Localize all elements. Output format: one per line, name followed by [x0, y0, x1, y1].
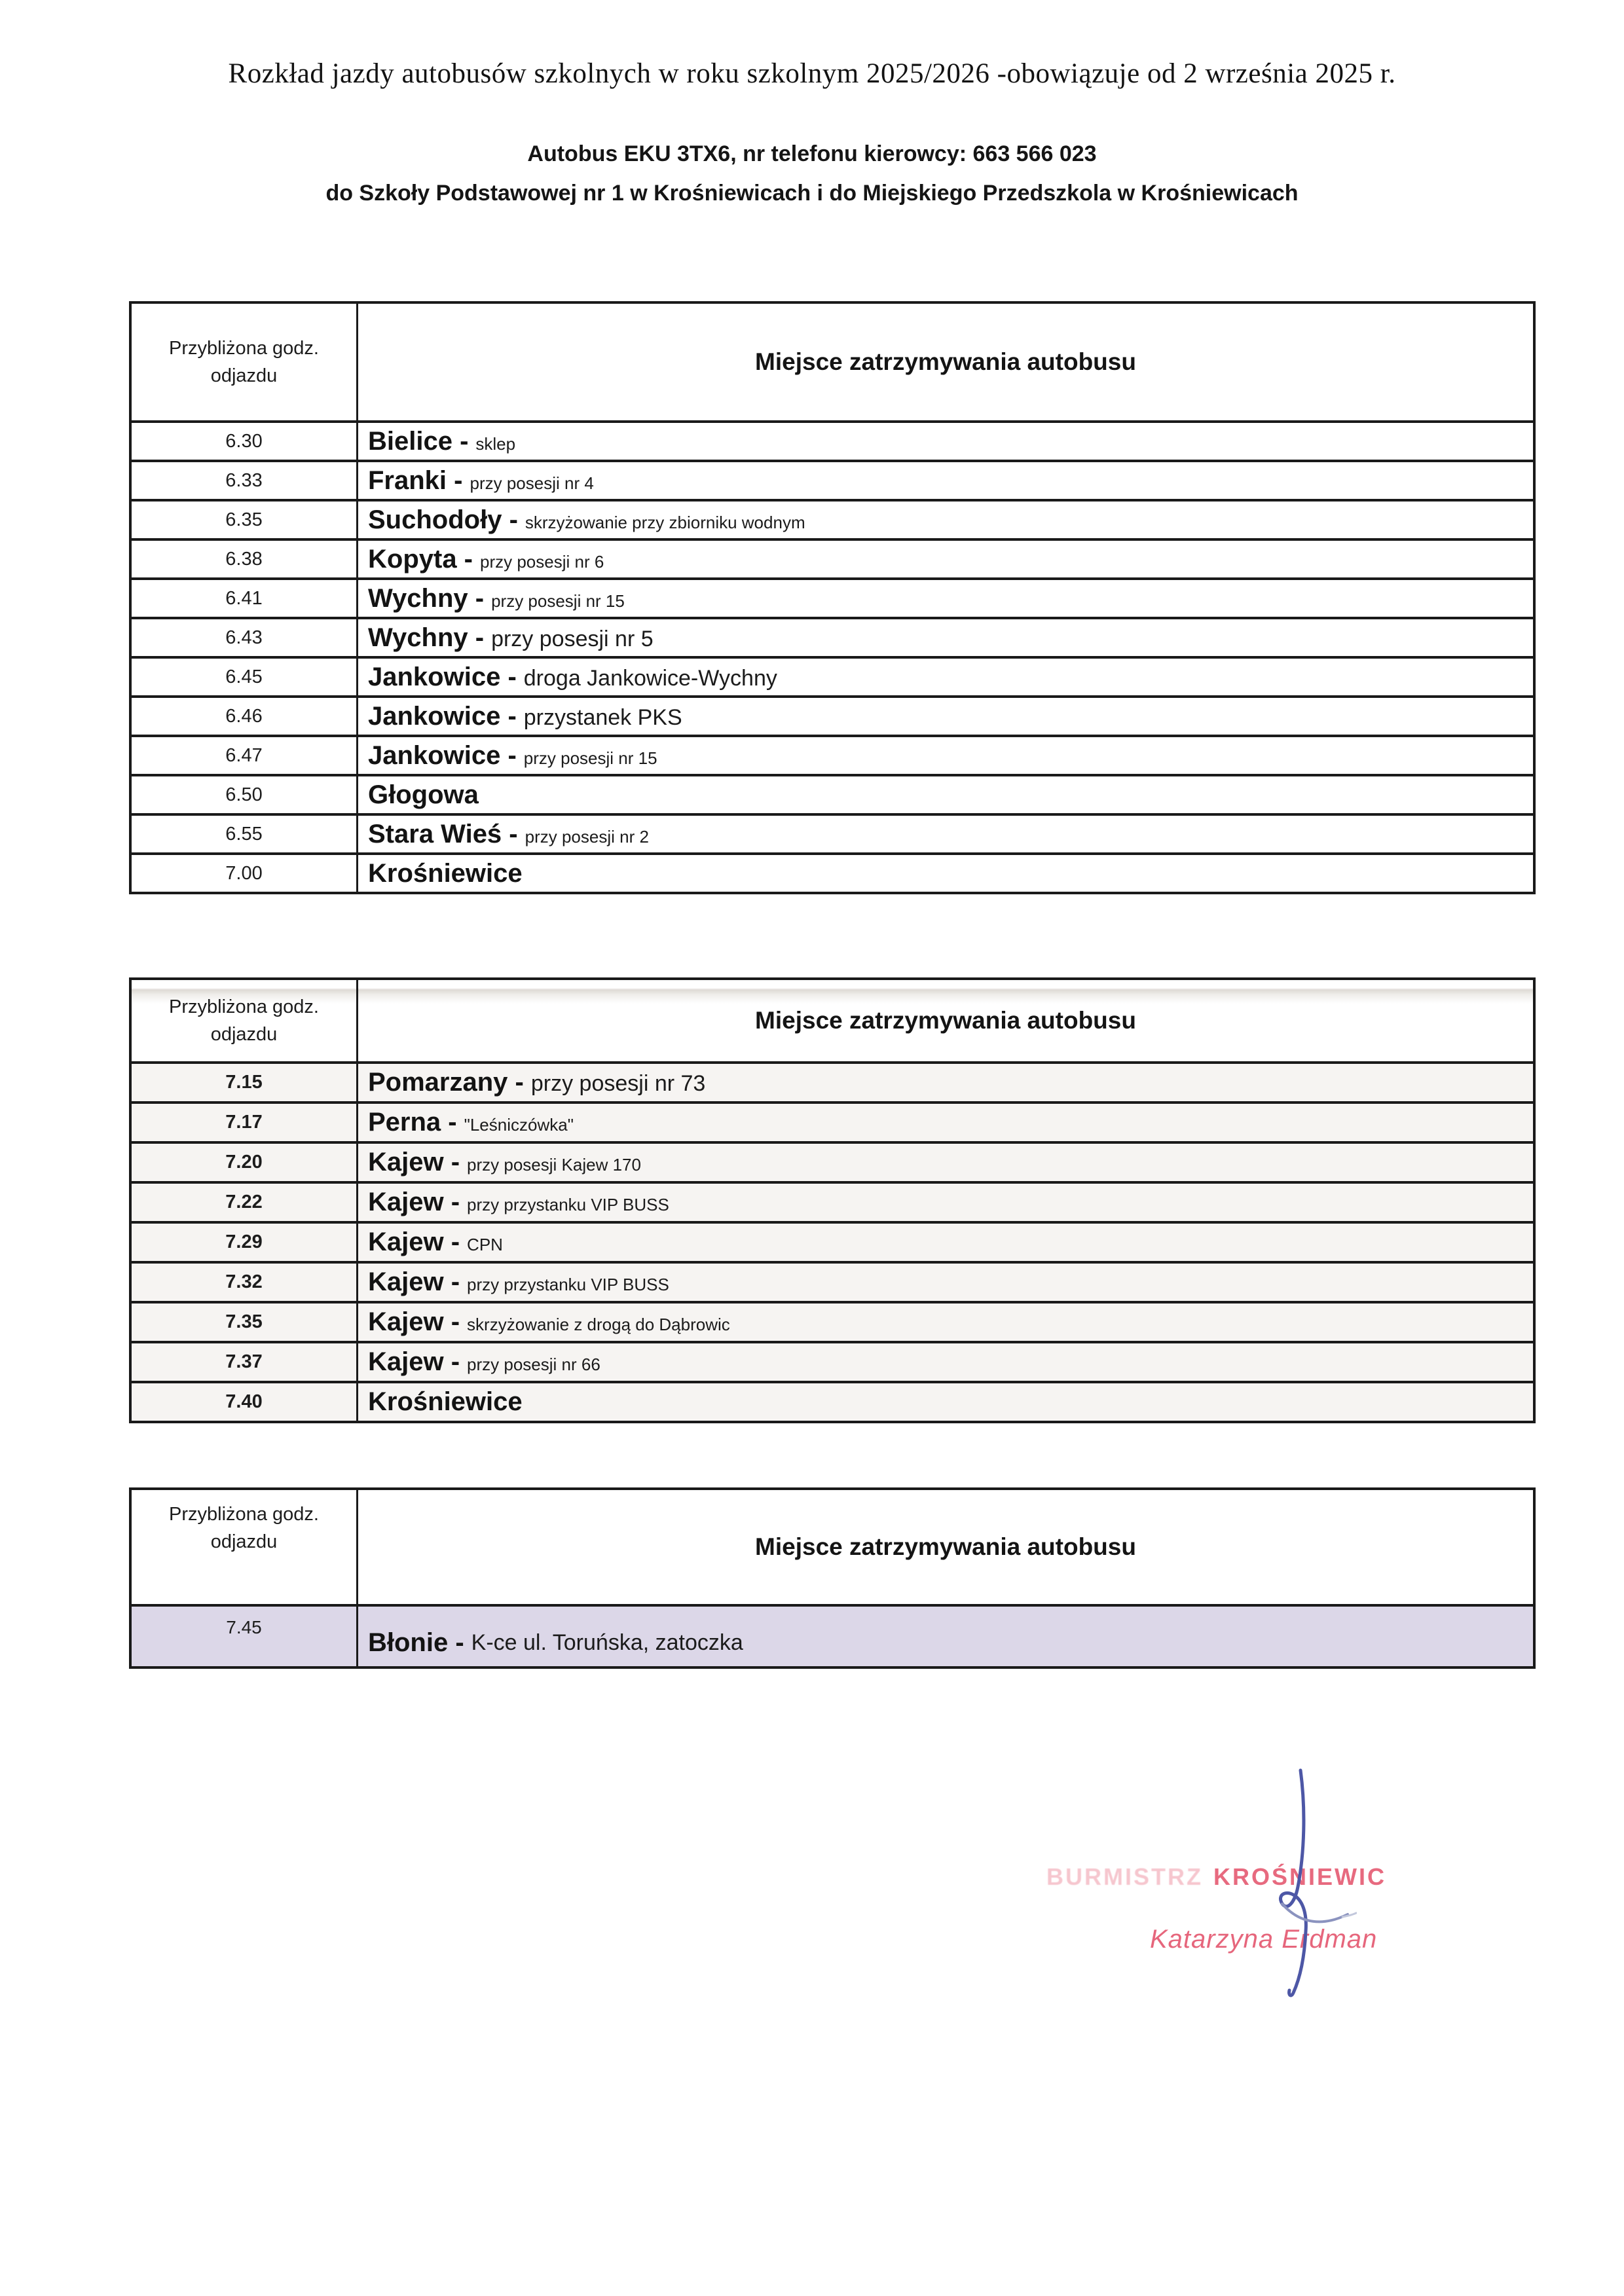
stop-place-cell — [358, 1144, 1533, 1181]
table-row — [132, 656, 1533, 695]
departure-time-cell — [132, 816, 358, 852]
stop-place-cell — [358, 1343, 1533, 1381]
stop-place-cell — [358, 1064, 1533, 1101]
stop-name: Kopyta - — [368, 545, 473, 574]
header-departure-time-col: Przybliżona godz. odjazdu — [132, 1490, 358, 1604]
stop-name: Krośniewice — [368, 859, 523, 888]
stop-name: Pomarzany - — [368, 1068, 524, 1097]
departure-time-cell — [132, 1144, 358, 1181]
stop-place-cell — [358, 462, 1533, 499]
departure-time: 6.46 — [225, 705, 263, 727]
stop-detail: przy posesji nr 73 — [530, 1071, 706, 1096]
stop-place-cell — [358, 423, 1533, 460]
table-header-row — [132, 304, 1533, 420]
stop-detail: przystanek PKS — [523, 705, 682, 730]
timetable-2 — [129, 977, 1536, 1423]
stop-detail: skrzyżowanie z drogą do Dąbrowic — [467, 1315, 730, 1334]
departure-time-cell — [132, 737, 358, 774]
departure-time-cell — [132, 580, 358, 617]
table-row — [132, 577, 1533, 617]
stop-name: Suchodoły - — [368, 505, 518, 534]
stop-name: Błonie - — [368, 1628, 464, 1657]
stop-name: Stara Wieś - — [368, 820, 518, 848]
departure-time: 7.37 — [225, 1351, 263, 1372]
table-row — [132, 695, 1533, 735]
departure-time-cell — [132, 1303, 358, 1341]
table-row — [132, 774, 1533, 813]
departure-time: 7.15 — [225, 1072, 263, 1093]
departure-time-cell — [132, 1607, 358, 1666]
departure-time-cell — [132, 541, 358, 577]
stop-place-cell — [358, 816, 1533, 852]
stop-place-cell — [358, 1104, 1533, 1141]
stop-detail: K-ce ul. Toruńska, zatoczka — [471, 1630, 743, 1655]
departure-time: 7.17 — [225, 1112, 263, 1133]
departure-time-cell — [132, 423, 358, 460]
table-row — [132, 735, 1533, 774]
stop-place-cell — [358, 619, 1533, 656]
departure-time-cell — [132, 1224, 358, 1261]
table-row — [132, 1141, 1533, 1181]
stop-detail: przy przystanku VIP BUSS — [467, 1195, 669, 1214]
stop-name: Kajew - — [368, 1228, 460, 1256]
stop-place-cell — [358, 1383, 1533, 1421]
stop-place-cell — [358, 501, 1533, 538]
table-row — [132, 1221, 1533, 1261]
stop-name: Kajew - — [368, 1188, 460, 1216]
stop-place-cell — [358, 541, 1533, 577]
header-departure-time-col: Przybliżona godz. odjazdu — [132, 304, 358, 420]
stop-place-cell — [358, 776, 1533, 813]
departure-time: 7.32 — [225, 1271, 263, 1292]
departure-time: 7.40 — [225, 1391, 263, 1412]
departure-time: 6.45 — [225, 666, 263, 687]
timetable-1 — [129, 301, 1536, 894]
departure-time-cell — [132, 462, 358, 499]
stop-place-cell — [358, 1224, 1533, 1261]
stop-place-cell — [358, 737, 1533, 774]
stop-place-cell — [358, 855, 1533, 892]
table-row — [132, 460, 1533, 499]
departure-time: 6.38 — [225, 548, 263, 570]
stop-detail: "Leśniczówka" — [464, 1115, 574, 1135]
table-row — [132, 1301, 1533, 1341]
departure-time: 6.41 — [225, 587, 263, 609]
stop-detail: przy posesji nr 5 — [491, 627, 654, 651]
departure-time: 7.22 — [225, 1192, 263, 1212]
header-stop-place-col: Miejsce zatrzymywania autobusu — [755, 1007, 1136, 1034]
departure-time: 7.35 — [225, 1311, 263, 1332]
stop-place-cell — [358, 1303, 1533, 1341]
mayor-stamp-name: Katarzyna Erdman — [1150, 1925, 1378, 1954]
subtitle-destination: do Szkoły Podstawowej nr 1 w Krośniewicach i do Miejskiego Przedszkola w Krośniewicach — [325, 181, 1299, 206]
stop-place-cell — [358, 1184, 1533, 1221]
departure-time: 7.20 — [225, 1152, 263, 1173]
departure-time: 6.30 — [225, 430, 263, 452]
signature-ink — [1259, 1766, 1357, 2003]
departure-time-cell — [132, 1104, 358, 1141]
departure-time: 6.50 — [225, 784, 263, 805]
table-row — [132, 1261, 1533, 1301]
departure-time: 7.29 — [225, 1231, 263, 1252]
departure-time-cell — [132, 1264, 358, 1301]
stamp-word-krosniewic: KROŚNIEWIC — [1213, 1863, 1386, 1890]
stop-name: Wychny - — [368, 623, 485, 652]
header-stop-place-col: Miejsce zatrzymywania autobusu — [755, 348, 1136, 375]
header-departure-time-col: Przybliżona godz. odjazdu — [132, 980, 358, 1061]
stop-detail: sklep — [475, 434, 516, 454]
stop-detail: przy posesji nr 15 — [491, 591, 625, 611]
stop-detail: przy posesji nr 15 — [523, 748, 657, 768]
table-row — [132, 420, 1533, 460]
departure-time: 6.43 — [225, 627, 263, 648]
departure-time-cell — [132, 698, 358, 735]
stop-detail: przy przystanku VIP BUSS — [467, 1275, 669, 1294]
departure-time-cell — [132, 659, 358, 695]
table-row — [132, 538, 1533, 577]
table-row — [132, 1181, 1533, 1221]
departure-time-cell — [132, 776, 358, 813]
timetable-3 — [129, 1487, 1536, 1669]
stop-name: Franki - — [368, 466, 463, 495]
stop-detail: skrzyżowanie przy zbiorniku wodnym — [525, 513, 805, 532]
stop-detail: przy posesji nr 66 — [467, 1355, 600, 1374]
table-row — [132, 1061, 1533, 1101]
stop-detail: przy posesji nr 4 — [470, 473, 594, 493]
stamp-word-burmistrz: BURMISTRZ — [1046, 1863, 1203, 1890]
departure-time-cell — [132, 1343, 358, 1381]
subtitle-bus-info: Autobus EKU 3TX6, nr telefonu kierowcy: 663 566 023 — [527, 141, 1097, 166]
departure-time-cell — [132, 1184, 358, 1221]
stop-name: Jankowice - — [368, 702, 517, 731]
departure-time: 7.00 — [225, 862, 263, 884]
table-row — [132, 499, 1533, 538]
stop-detail: przy posesji Kajew 170 — [467, 1155, 641, 1175]
table-row — [132, 852, 1533, 892]
departure-time: 6.55 — [225, 823, 263, 845]
stop-place-cell — [358, 1607, 1533, 1666]
table-row — [132, 1604, 1533, 1666]
stop-name: Krośniewice — [368, 1387, 523, 1416]
stop-name: Bielice - — [368, 427, 469, 456]
stop-name: Głogowa — [368, 780, 479, 809]
stop-name: Perna - — [368, 1108, 457, 1137]
table-header-row — [132, 1490, 1533, 1604]
stop-detail: CPN — [467, 1235, 503, 1254]
signature-main-stroke — [1280, 1770, 1306, 1995]
stop-detail: przy posesji nr 6 — [480, 552, 604, 572]
table-row — [132, 1341, 1533, 1381]
departure-time-cell — [132, 501, 358, 538]
stop-detail: przy posesji nr 2 — [525, 827, 649, 847]
table-header-row — [132, 980, 1533, 1061]
departure-time: 6.47 — [225, 744, 263, 766]
departure-time: 6.35 — [225, 509, 263, 530]
table-row — [132, 1381, 1533, 1421]
stop-name: Kajew - — [368, 1307, 460, 1336]
departure-time: 6.33 — [225, 469, 263, 491]
stop-place-cell — [358, 659, 1533, 695]
stop-place-cell — [358, 1264, 1533, 1301]
departure-time-cell — [132, 1383, 358, 1421]
stop-detail: droga Jankowice-Wychny — [523, 666, 777, 691]
stop-name: Kajew - — [368, 1148, 460, 1176]
departure-time-cell — [132, 1064, 358, 1101]
stop-place-cell — [358, 698, 1533, 735]
departure-time: 7.45 — [226, 1617, 262, 1637]
stop-name: Kajew - — [368, 1347, 460, 1376]
departure-time-cell — [132, 619, 358, 656]
stop-name: Wychny - — [368, 584, 485, 613]
signature-swing-stroke — [1282, 1904, 1348, 1922]
table-row — [132, 813, 1533, 852]
table-row — [132, 617, 1533, 656]
stop-name: Jankowice - — [368, 663, 517, 691]
stop-name: Jankowice - — [368, 741, 517, 770]
table-row — [132, 1101, 1533, 1141]
document-title: Rozkład jazdy autobusów szkolnych w roku szkolnym 2025/2026 -obowiązuje od 2 września 2025 r. — [228, 58, 1396, 89]
stop-place-cell — [358, 580, 1533, 617]
departure-time-cell — [132, 855, 358, 892]
header-stop-place-col: Miejsce zatrzymywania autobusu — [755, 1533, 1136, 1560]
stop-name: Kajew - — [368, 1267, 460, 1296]
